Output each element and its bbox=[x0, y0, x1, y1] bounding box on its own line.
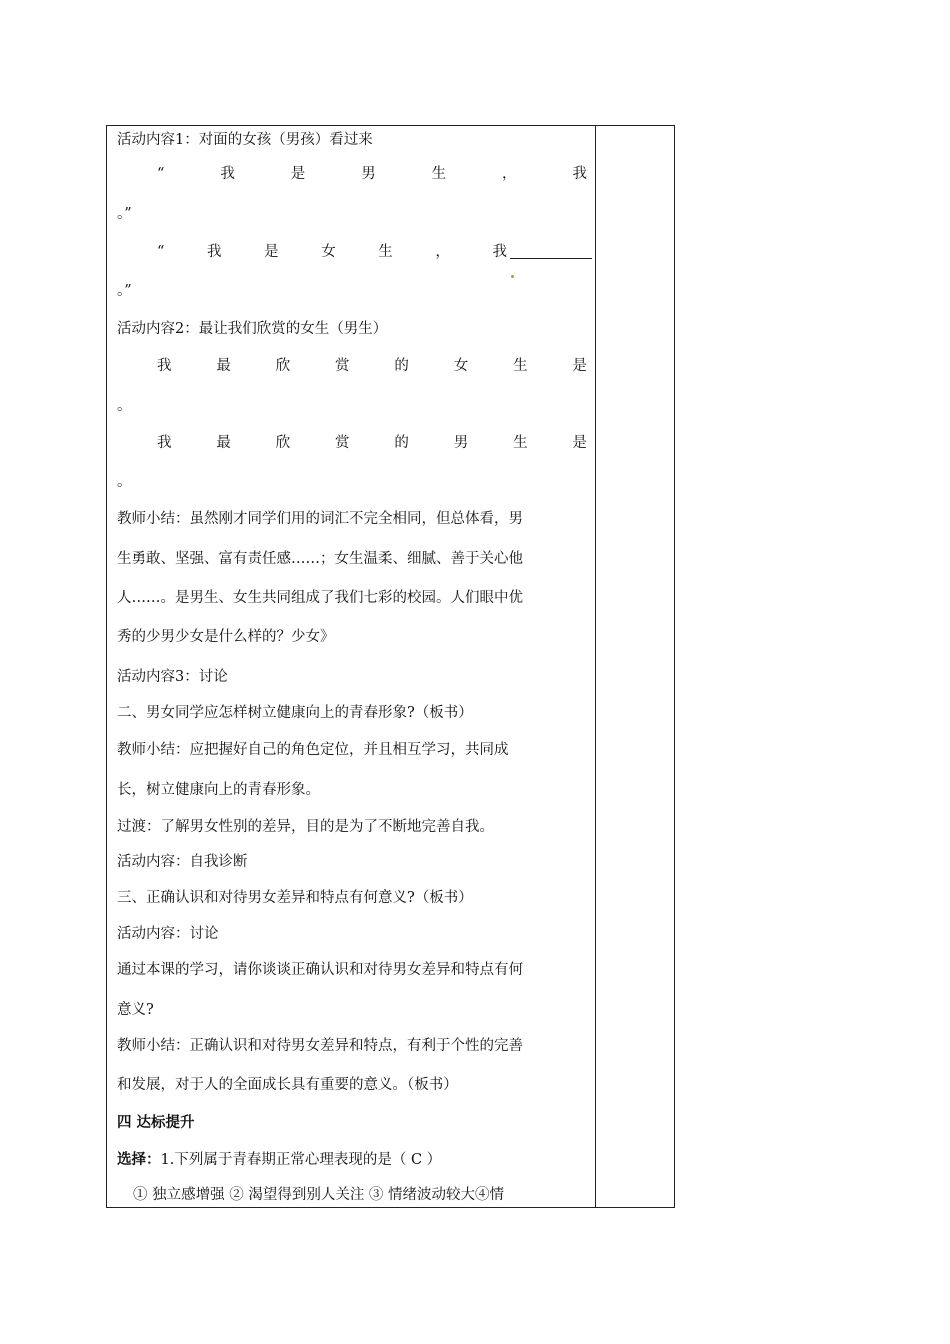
question-two: 二、男女同学应怎样树立健康向上的青春形象?（板书） bbox=[117, 705, 473, 721]
activity2-girl-end: 。 bbox=[117, 398, 132, 414]
choice-label: 选择： bbox=[117, 1151, 161, 1168]
column-divider bbox=[595, 126, 596, 1207]
activity2-title: 活动内容2：最让我们欣赏的女生（男生） bbox=[117, 321, 388, 337]
summary3-line1: 教师小结：正确认识和对待男女差异和特点，有利于个性的完善 bbox=[117, 1038, 523, 1054]
activity-self-diagnosis: 活动内容：自我诊断 bbox=[117, 854, 248, 870]
summary1-line4: 秀的少男少女是什么样的？少女》 bbox=[117, 629, 335, 645]
summary2-line2: 长，树立健康向上的青春形象。 bbox=[117, 782, 320, 798]
activity1-girl-end: 。” bbox=[117, 283, 132, 299]
activity1-boy-sentence: “ 我 是 男 生 ， 我 bbox=[157, 166, 587, 182]
activity2-girl-sentence: 我 最 欣 赏 的 女 生 是 bbox=[157, 358, 587, 374]
choice-options: ① 独立感增强 ② 渴望得到别人关注 ③ 情绪波动较大④情 bbox=[133, 1187, 505, 1203]
activity2-boy-end: 。 bbox=[117, 474, 132, 490]
summary3-line2: 和发展，对于人的全面成长具有重要的意义。（板书） bbox=[117, 1077, 458, 1093]
section-four-heading: 四 达标提升 bbox=[117, 1114, 195, 1131]
summary2-line1: 教师小结：应把握好自己的角色定位，并且相互学习，共同成 bbox=[117, 742, 509, 758]
answer-blank-line bbox=[510, 244, 592, 259]
summary1-line1: 教师小结：虽然刚才同学们用的词汇不完全相同，但总体看，男 bbox=[117, 511, 523, 527]
discuss-line1: 通过本课的学习，请你谈谈正确认识和对待男女差异和特点有何 bbox=[117, 962, 523, 978]
choice-question bbox=[117, 1150, 441, 1170]
activity1-boy-end: 。” bbox=[117, 206, 132, 222]
question-three: 三、正确认识和对待男女差异和特点有何意义?（板书） bbox=[117, 890, 473, 906]
lesson-table bbox=[106, 125, 675, 1208]
activity1-girl-sentence: “ 我 是 女 生 ， 我 bbox=[157, 244, 507, 260]
summary1-line2: 生勇敢、坚强、富有责任感……；女生温柔、细腻、善于关心他 bbox=[117, 551, 523, 567]
choice-question-text: 1.下列属于青春期正常心理表现的是（ C ） bbox=[160, 1152, 442, 1168]
answer-blank bbox=[510, 244, 592, 282]
transition-text: 过渡：了解男女性别的差异，目的是为了不断地完善自我。 bbox=[117, 819, 494, 835]
mark-dot bbox=[511, 275, 514, 278]
summary1-line3: 人……。是男生、女生共同组成了我们七彩的校园。人们眼中优 bbox=[117, 590, 523, 606]
activity2-boy-sentence: 我 最 欣 赏 的 男 生 是 bbox=[157, 435, 587, 451]
activity3-title: 活动内容3：讨论 bbox=[117, 669, 228, 685]
activity-discussion: 活动内容：讨论 bbox=[117, 926, 219, 942]
activity1-title: 活动内容1：对面的女孩（男孩）看过来 bbox=[117, 132, 373, 148]
discuss-line2: 意义? bbox=[117, 1002, 154, 1018]
